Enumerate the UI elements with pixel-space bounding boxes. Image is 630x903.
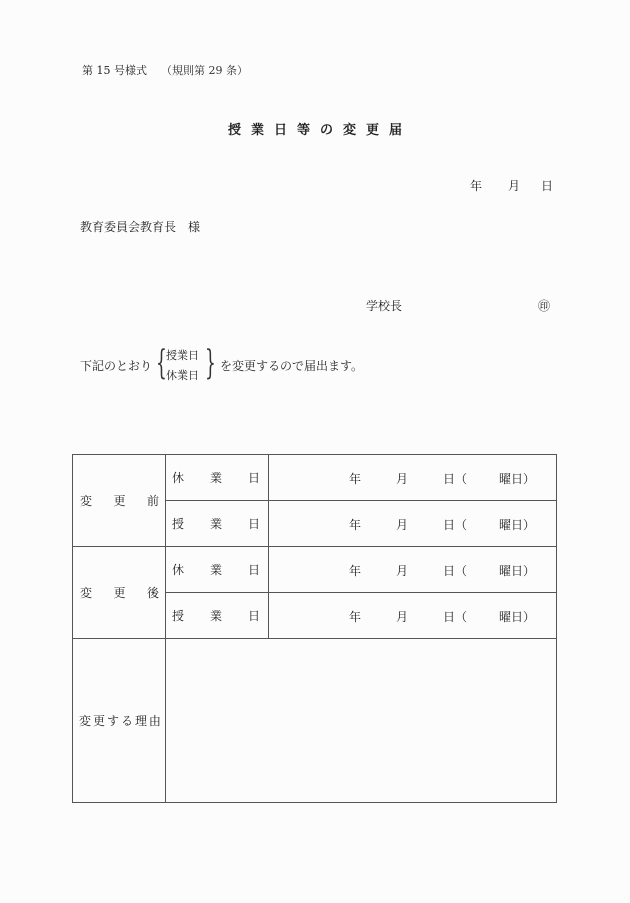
date-field[interactable] [269,547,557,593]
type-char: 授 [172,609,185,623]
month-label: 月 [396,610,409,624]
month-label: 月 [396,518,409,532]
type-char: 休 [172,563,185,577]
day-type-holiday [166,547,269,593]
date-field[interactable] [269,501,557,547]
year-label: 年 [349,472,362,486]
day-label: 日（ [443,564,468,578]
type-char: 日 [247,471,260,485]
weekday-label: 曜日） [499,472,536,486]
date-day: 日 [541,179,554,193]
notice-suffix: を変更するので届出ます。 [220,359,364,373]
label-char: 変 [80,494,93,508]
type-char: 業 [209,517,222,531]
day-label: 日（ [443,518,468,532]
date-field[interactable] [269,455,557,501]
left-brace-icon: { [156,343,167,383]
label-char: 更 [113,494,126,508]
type-char: 休 [172,471,185,485]
label-char: 理 [134,714,147,728]
addressee-honorific: 様 [188,220,201,234]
table-row [73,639,557,803]
label-char: 後 [146,586,159,600]
day-type-class-day [166,593,269,639]
type-char: 日 [247,563,260,577]
rule-reference: （規則第 29 条） [161,64,248,77]
weekday-label: 曜日） [499,518,536,532]
month-label: 月 [396,472,409,486]
form-number [82,62,248,78]
option-class-day: 授業日 [166,349,199,362]
date-year: 年 [470,179,483,193]
table-row [73,547,557,593]
day-label: 日（ [443,472,468,486]
change-form-table [72,454,557,803]
label-char: 変 [80,586,93,600]
label-char: 更 [92,714,105,728]
day-type-class-day [166,501,269,547]
year-label: 年 [349,518,362,532]
year-label: 年 [349,610,362,624]
date-field[interactable] [269,593,557,639]
table-row [73,455,557,501]
after-change-label [73,547,166,639]
addressee-name: 教育委員会教育長 [80,220,177,234]
day-type-holiday [166,455,269,501]
right-brace-icon: } [205,343,216,383]
form-number-label: 第 15 号様式 [82,64,147,77]
before-change-label [73,455,166,547]
reason-field[interactable] [166,639,557,803]
weekday-label: 曜日） [499,564,536,578]
principal-label: 学校長 [366,299,403,313]
notice-prefix: 下記のとおり [80,359,153,373]
label-char: 前 [146,494,159,508]
type-char: 業 [209,563,222,577]
seal-mark-icon: ㊞ [538,299,551,313]
label-char: 変 [79,714,92,728]
type-char: 授 [172,517,185,531]
label-char: 更 [113,586,126,600]
label-char: 由 [148,714,161,728]
reason-label [73,639,166,803]
label-char: す [106,714,119,728]
year-label: 年 [349,564,362,578]
weekday-label: 曜日） [499,610,536,624]
type-char: 業 [209,609,222,623]
addressee [80,218,200,235]
label-char: る [120,714,133,728]
day-label: 日（ [443,610,468,624]
type-char: 業 [209,471,222,485]
type-char: 日 [247,609,260,623]
month-label: 月 [396,564,409,578]
type-char: 日 [247,517,260,531]
document-title: 授業日等の変更届 [227,123,412,138]
date-month: 月 [508,179,521,193]
option-holiday: 休業日 [166,369,199,382]
